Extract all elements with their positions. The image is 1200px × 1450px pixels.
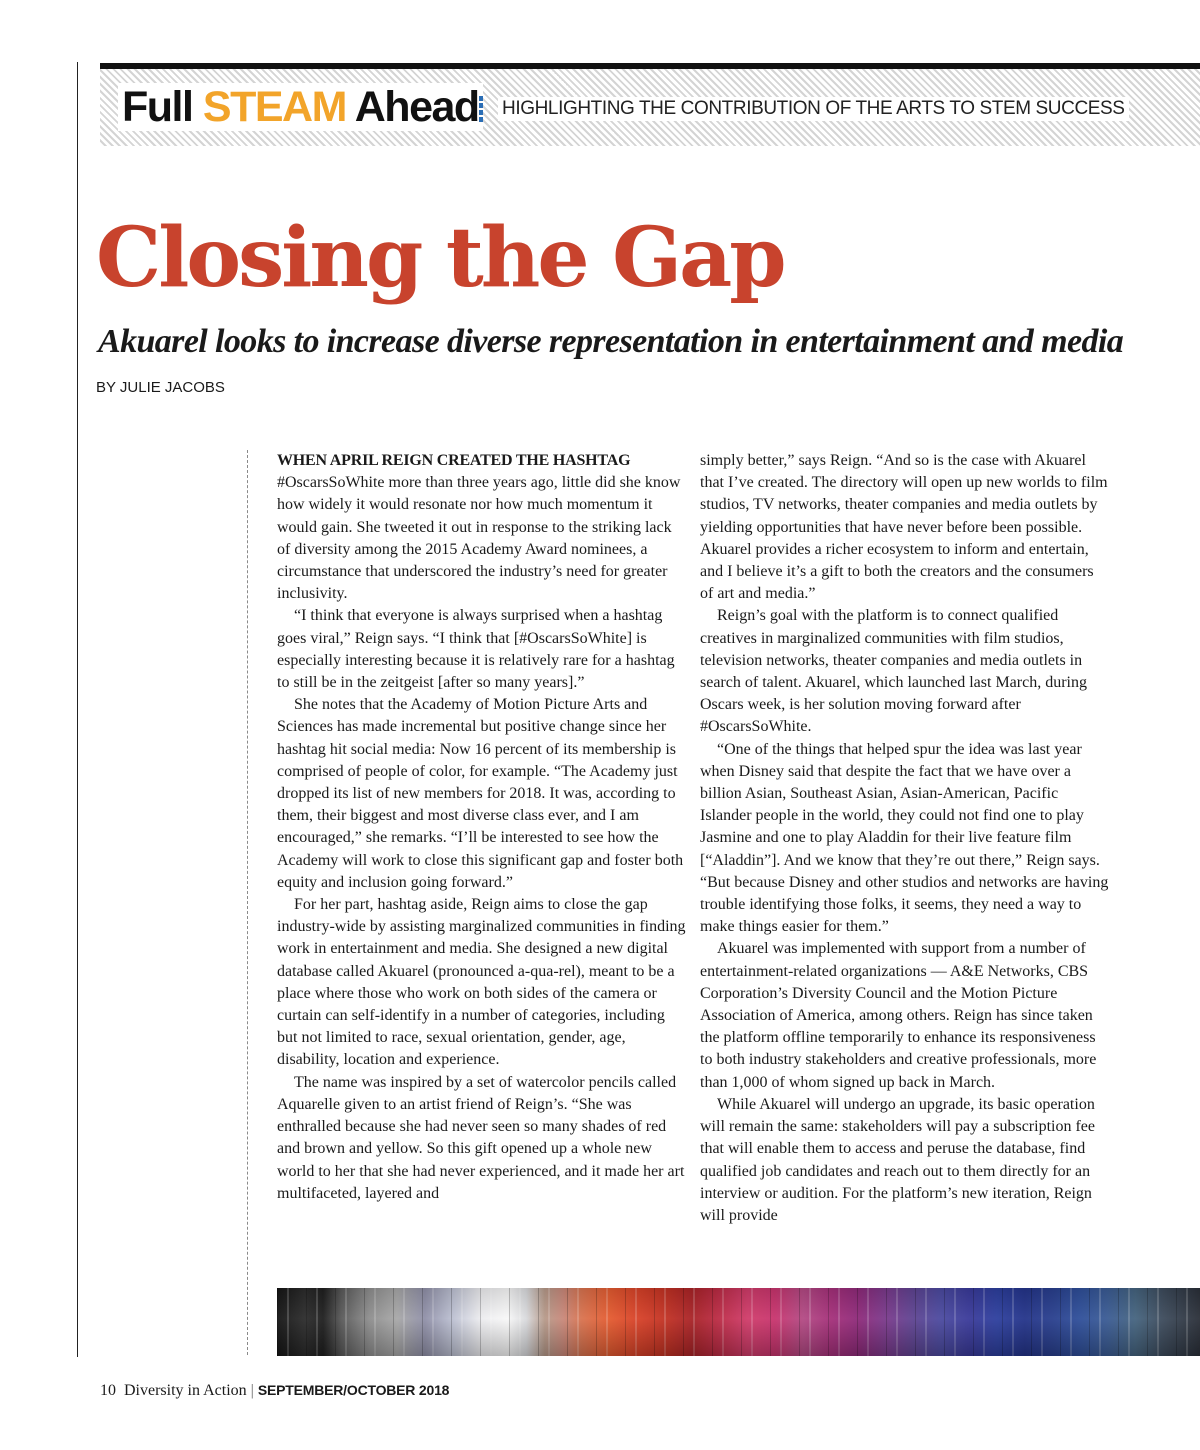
article-column-2 (700, 450, 1110, 1227)
section-banner (100, 69, 1200, 146)
footer-separator: | (250, 1382, 254, 1399)
left-margin-rule (77, 62, 78, 1357)
paragraph-9: Akuarel was implemented with support from a number of entertainment-related organizations — A&E Networks, CBS Corporation’s Diversity Council and the Motion Picture Association of America, among others. Reign has since taken the platform offline temporarily to enhance its responsiveness to both industry stakeholders and creative professionals, more than 1,000 of whom signed up back in March. (700, 940, 1097, 1091)
issue-date: SEPTEMBER/OCTOBER 2018 (257, 1382, 450, 1398)
page-number: 10 (100, 1382, 116, 1399)
paragraph-8: “One of the things that helped spur the idea was last year when Disney said that despite the fact that we have over a billion Asian, Southeast Asian, Asian-American, Pacific Islander people in the world, they could not find one to play Jasmine and one to play Aladdin for their live feature film [“Aladdin”]. And we know that they’re out there,” Reign says. “But because Disney and other studios and networks are having trouble identifying those folks, it seems, they need a way to make things easier for them.” (700, 740, 1109, 936)
paragraph-10: While Akuarel will undergo an upgrade, its basic operation will remain the same: stakeholders will pay a subscription fee that will enable them to access and peruse the database, find qualified job candidates and reach out to them directly for an interview or audition. For the platform’s new iteration, Reign will provide (700, 1095, 1095, 1224)
paragraph-1 (277, 450, 687, 605)
colored-pencils-photo (277, 1288, 1200, 1356)
brand-steam: STEAM (202, 83, 346, 131)
publication-name: Diversity in Action (124, 1382, 247, 1399)
paragraph-7: Reign’s goal with the platform is to connect qualified creatives in marginalized communities with film studios, television networks, theater companies and media outlets in search of talent. Akuarel, which launched last March, during Oscars week, is her solution moving forward after #OscarsSoWhite. (700, 607, 1087, 736)
banner-separator (479, 96, 483, 122)
page-footer (100, 1379, 449, 1402)
paragraph-4: For her part, hashtag aside, Reign aims to close the gap industry-wide by assisting marginalized communities in finding work in entertainment and media. She designed a new digital database called Akuarel (pronounced a-qua-rel), meant to be a place where those who work on both sides of the camera or curtain can self-identify in a number of categories, including but not limited to race, sexual orientation, gender, age, disability, location and experience. (277, 896, 686, 1069)
section-tagline: HIGHLIGHTING THE CONTRIBUTION OF THE ARTS TO STEM SUCCESS (498, 97, 1129, 121)
article-deck: Akuarel looks to increase diverse representation in entertainment and media (98, 323, 1124, 360)
paragraph-1-text: #OscarsSoWhite more than three years ago, little did she know how widely it would resonate nor how much momentum it would gain. She tweeted it out in response to the striking lack of diversity among the 2015 Academy Award nominees, a circumstance that underscored the industry’s need for greater inclusivity. (277, 474, 681, 603)
column-divider-dotted (247, 450, 248, 1355)
article-byline: BY JULIE JACOBS (96, 379, 225, 396)
paragraph-6: simply better,” says Reign. “And so is the case with Akuarel that I’ve created. The directory will open up new worlds to film studios, TV networks, theater companies and media outlets by yielding opportunities that have never before been possible. Akuarel provides a richer ecosystem to inform and entertain, and I believe it’s a gift to both the creators and the consumers of art and media.” (700, 452, 1108, 603)
paragraph-3: She notes that the Academy of Motion Picture Arts and Sciences has made incremental but positive change since her hashtag hit social media: Now 16 percent of its membership is comprised of people of color, for example. “The Academy just dropped its list of new members for 2018. It was, according to them, their biggest and most diverse class ever, and I am encouraged,” she remarks. “I’ll be interested to see how the Academy will work to close this significant gap and foster both equity and inclusion going forward.” (277, 696, 684, 891)
section-brand (118, 83, 483, 131)
pencil-shading (277, 1288, 1200, 1356)
article-headline: Closing the Gap (96, 210, 784, 306)
paragraph-2: “I think that everyone is always surprised when a hashtag goes viral,” Reign says. “I think that [#OscarsSoWhite] is especially interesting because it is relatively rare for a hashtag to still be in the zeitgeist [after so many years].” (277, 607, 675, 692)
lead-in: WHEN APRIL REIGN CREATED THE HASHTAG (277, 452, 631, 469)
brand-ahead: Ahead (354, 83, 479, 131)
brand-full: Full (122, 83, 193, 131)
article-column-1 (277, 450, 687, 1205)
paragraph-5: The name was inspired by a set of watercolor pencils called Aquarelle given to an artist friend of Reign’s. “She was enthralled because she had never seen so many shades of red and brown and yellow. So this gift opened up a whole new world to her that she had never experienced, and it made her art multifaceted, layered and (277, 1073, 685, 1202)
